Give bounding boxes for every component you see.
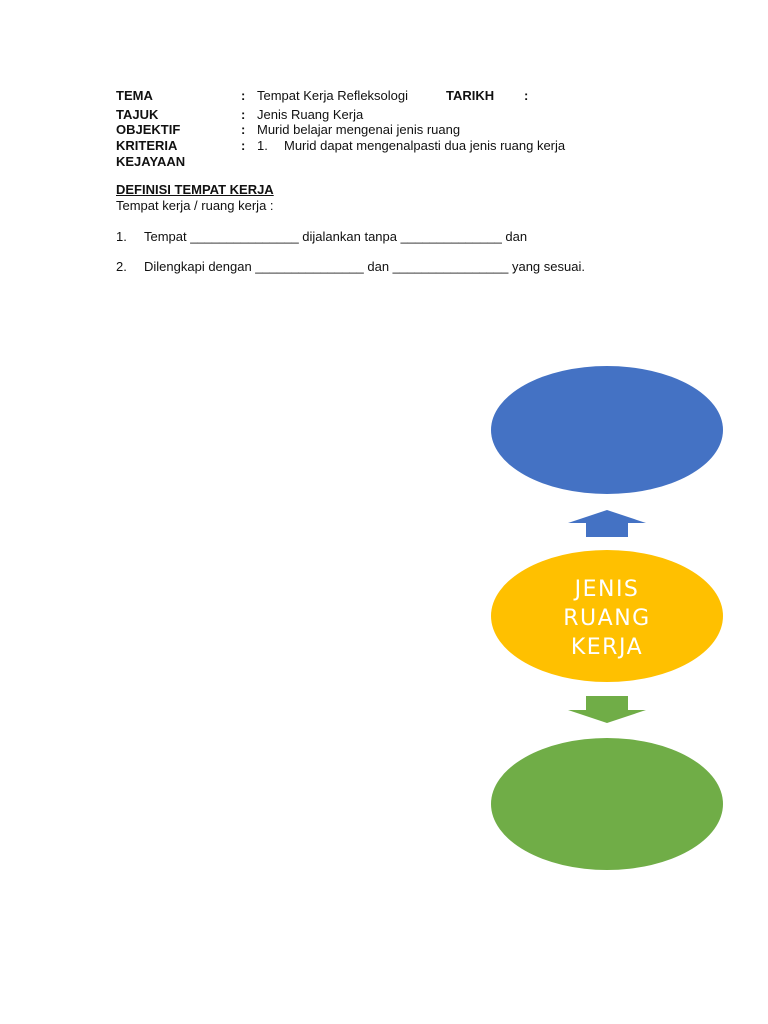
tajuk-colon: :	[241, 107, 246, 122]
center-label-line: KERJA	[570, 635, 644, 660]
arrow-down-icon	[568, 696, 646, 723]
bottom-oval	[491, 738, 723, 870]
tajuk-label: TAJUK	[116, 107, 159, 122]
section-heading: DEFINISI TEMPAT KERJA	[116, 182, 274, 197]
definition-intro: Tempat kerja / ruang kerja :	[116, 198, 274, 213]
tarikh-colon: :	[524, 88, 529, 103]
objektif-label: OBJEKTIF	[116, 122, 181, 137]
list-item-number: 1.	[116, 229, 127, 244]
kriteria-number: 1.	[257, 138, 268, 153]
kriteria-value: Murid dapat mengenalpasti dua jenis ruang kerja	[284, 138, 566, 153]
center-label-line: RUANG	[563, 606, 651, 631]
objektif-value: Murid belajar mengenai jenis ruang	[257, 122, 461, 137]
tema-colon: :	[241, 88, 246, 103]
list-item-text: Tempat _______________ dijalankan tanpa ______________ dan	[144, 229, 528, 244]
objektif-colon: :	[241, 122, 246, 137]
top-oval	[491, 366, 723, 494]
center-label-line: JENIS	[574, 577, 640, 602]
list-item-number: 2.	[116, 259, 127, 274]
tarikh-label: TARIKH	[446, 88, 495, 103]
kriteria-colon: :	[241, 138, 246, 153]
tema-label: TEMA	[116, 88, 153, 103]
kriteria-label: KRITERIA	[116, 138, 178, 153]
arrow-up-icon	[568, 510, 646, 537]
list-item-text: Dilengkapi dengan _______________ dan ________________ yang sesuai.	[144, 259, 585, 274]
tema-value: Tempat Kerja Refleksologi	[257, 88, 409, 103]
kejayaan-label: KEJAYAAN	[116, 154, 186, 169]
tajuk-value: Jenis Ruang Kerja	[257, 107, 364, 122]
